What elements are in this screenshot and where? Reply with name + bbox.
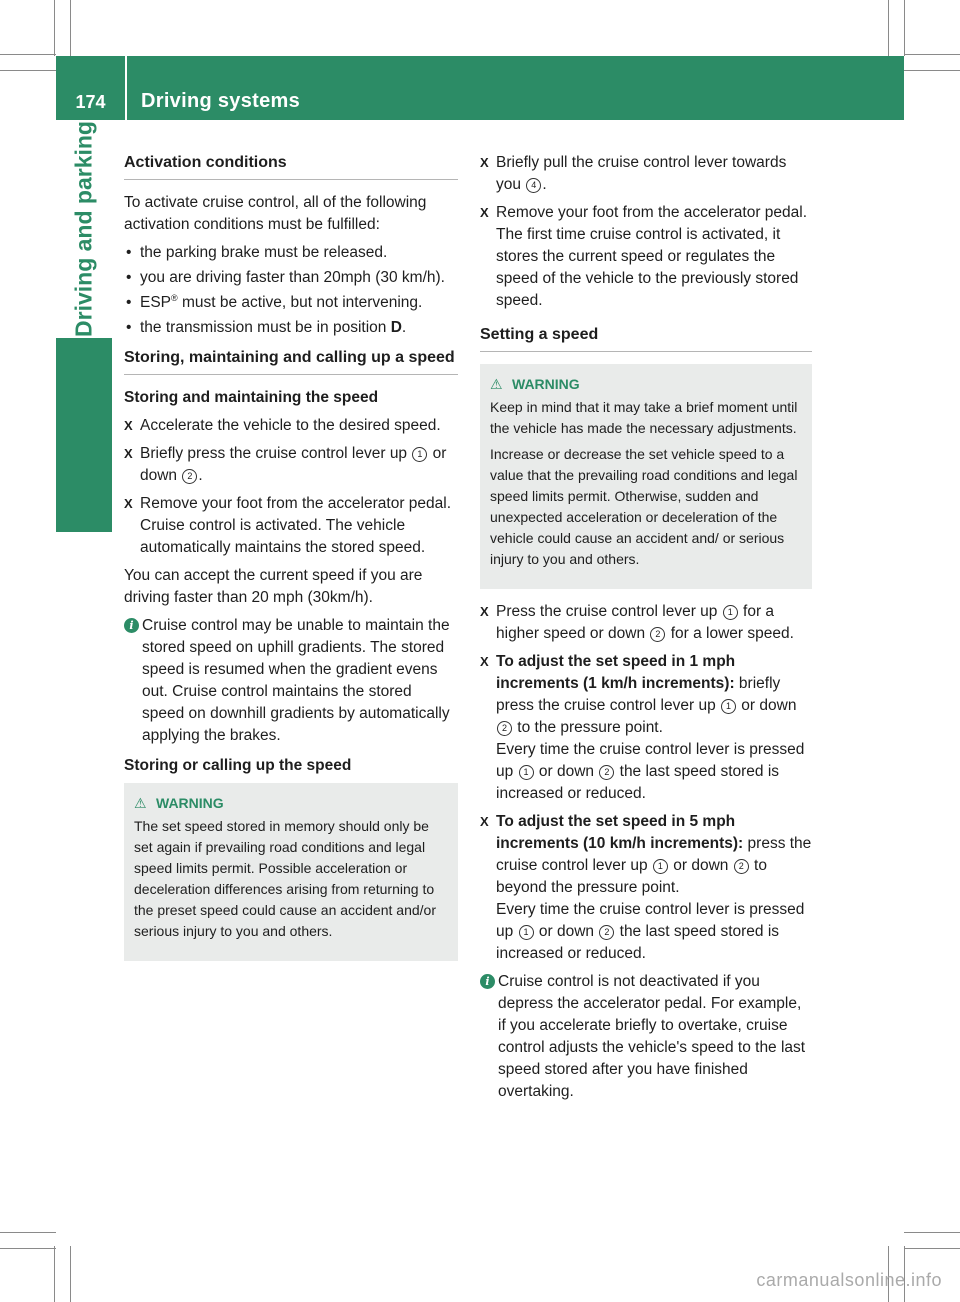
instruction-step (480, 811, 812, 965)
esp-label: ESP (140, 294, 172, 311)
step-text: or down (140, 445, 447, 484)
step-text: . (542, 176, 547, 193)
crop-mark (904, 1232, 960, 1233)
storing-subheading: Storing and maintaining the speed (124, 389, 379, 406)
calling-subheading: Storing or calling up the speed (124, 757, 352, 774)
left-column (124, 152, 458, 973)
step-bold: To adjust the set speed in 5 mph increments (10 km/h increments): (496, 813, 744, 852)
page-number: 174 (75, 92, 106, 112)
crop-mark (0, 70, 56, 71)
right-column (480, 152, 812, 1111)
step-text: for a lower speed. (666, 625, 794, 642)
section-title: Driving systems (141, 90, 301, 112)
warning-triangle-icon: ⚠ (490, 376, 503, 392)
crop-mark (54, 1246, 55, 1302)
marker-2-icon: 2 (497, 721, 512, 736)
step-bold: To adjust the set speed in 1 mph increments (1 km/h increments): (496, 653, 736, 692)
condition-item: • the parking brake must be released. (124, 242, 458, 264)
crop-mark (70, 1246, 71, 1302)
step-result: Cruise control is activated. The vehicle automatically maintains the stored speed. (140, 517, 426, 556)
step-arrow-icon: X (480, 155, 489, 170)
step-text: Briefly pull the cruise control lever towards you (496, 154, 787, 193)
instruction-step (480, 202, 812, 312)
instruction-step (124, 415, 458, 437)
registered-mark: ® (171, 292, 178, 303)
position-dot: . (401, 319, 407, 336)
crop-mark (904, 70, 960, 71)
step-text: for a higher speed or down (496, 603, 775, 642)
marker-1-icon: 1 (653, 859, 668, 874)
condition-item (124, 292, 458, 314)
marker-1-icon: 1 (519, 925, 534, 940)
instruction-step (124, 493, 458, 559)
step-result: the last speed stored is increased or reduced. (496, 763, 780, 802)
condition-item (124, 317, 458, 339)
marker-1-icon: 1 (721, 699, 736, 714)
position-text: the transmission must be in position (140, 319, 391, 336)
step-text: Remove your foot from the accelerator pedal. (140, 495, 452, 512)
step-result: Every time the cruise control lever is pressed up (496, 741, 805, 780)
info-icon: i (124, 618, 139, 633)
position-d: D (390, 319, 402, 336)
warning-text: The set speed stored in memory should only be set again if prevailing road conditions and legal speed limits permit. Possible acceleration or deceleration differences arising from returning to the preset speed could cause an accident and/or serious injury to you and others. (134, 818, 436, 939)
crop-mark (0, 1248, 56, 1249)
step-text: or down (668, 857, 733, 874)
step-arrow-icon: X (480, 604, 489, 619)
step-result: Every time the cruise control lever is pressed up (496, 901, 805, 940)
marker-2-icon: 2 (734, 859, 749, 874)
side-tab-label: Driving and parking (70, 121, 97, 337)
step-text: Press the cruise control lever up (496, 603, 722, 620)
step-text: briefly press the cruise control lever up (496, 675, 781, 714)
crop-mark (0, 1232, 56, 1233)
watermark: carmanualsonline.info (756, 1270, 942, 1290)
marker-1-icon: 1 (412, 447, 427, 462)
step-result: the last speed stored is increased or reduced. (496, 923, 780, 962)
condition-item: • you are driving faster than 20mph (30 km/h). (124, 267, 458, 289)
step-arrow-icon: X (124, 418, 133, 433)
marker-1-icon: 1 (519, 765, 534, 780)
crop-mark (888, 0, 889, 56)
step-result: or down (534, 923, 599, 940)
setting-heading: Setting a speed (480, 324, 812, 352)
step-text: Briefly press the cruise control lever up (140, 445, 412, 462)
step-text: . (198, 467, 203, 484)
step-arrow-icon: X (480, 654, 489, 669)
marker-2-icon: 2 (599, 765, 614, 780)
warning-text: Keep in mind that it may take a brief moment until the vehicle has made the necessary adjustments. (490, 399, 798, 436)
info-text: Cruise control is not deactivated if you depress the accelerator pedal. For example, if you accelerate briefly to overtake, cruise control adjusts the vehicle's speed to the last speed stored after you have finished overtaking. (498, 973, 806, 1100)
marker-4-icon: 4 (526, 178, 541, 193)
info-text: Cruise control may be unable to maintain the stored speed on uphill gradients. The stored speed is resumed when the gradient evens out. Cruise control maintains the stored speed on downhill gradients by automatically applying the brakes. (142, 617, 450, 744)
warning-title-row (490, 374, 802, 395)
step-text: or down (737, 697, 797, 714)
info-note (480, 971, 812, 1103)
step-text: Remove your foot from the accelerator pedal. (496, 204, 808, 221)
side-tab (56, 120, 112, 338)
accept-text: You can accept the current speed if you are driving faster than 20 mph (30km/h). (124, 567, 423, 606)
marker-2-icon: 2 (182, 469, 197, 484)
warning-text: Increase or decrease the set vehicle speed to a value that the prevailing road conditions and legal speed limits permit. Otherwise, sudden and unexpected acceleration or deceleration of the vehicle could cause an accident and/ or serious injury to you and others. (490, 446, 798, 567)
esp-rest: must be active, but not intervening. (177, 294, 423, 311)
crop-mark (0, 54, 56, 55)
marker-2-icon: 2 (650, 627, 665, 642)
info-icon: i (480, 974, 495, 989)
step-text: press the cruise control lever up (496, 835, 812, 874)
crop-mark (904, 0, 905, 56)
marker-1-icon: 1 (723, 605, 738, 620)
step-arrow-icon: X (124, 496, 133, 511)
warning-title: WARNING (512, 376, 580, 392)
instruction-step (124, 443, 458, 487)
warning-box (124, 783, 458, 961)
instruction-step (480, 651, 812, 805)
step-text: Accelerate the vehicle to the desired speed. (140, 417, 441, 434)
step-text: to the pressure point. (513, 719, 663, 736)
info-note (124, 615, 458, 747)
warning-triangle-icon: ⚠ (134, 795, 147, 811)
instruction-step (480, 601, 812, 645)
instruction-step (480, 152, 812, 196)
storing-heading: Storing, maintaining and calling up a speed (124, 347, 458, 375)
warning-title-row (134, 793, 448, 814)
crop-mark (904, 54, 960, 55)
header-separator (125, 56, 127, 120)
step-arrow-icon: X (480, 814, 489, 829)
step-result: or down (534, 763, 599, 780)
marker-2-icon: 2 (599, 925, 614, 940)
activation-intro: To activate cruise control, all of the following activation conditions must be fulfilled: (124, 194, 427, 233)
crop-mark (70, 0, 71, 56)
step-arrow-icon: X (480, 205, 489, 220)
side-color-block (56, 338, 112, 532)
activation-heading: Activation conditions (124, 152, 458, 180)
step-text: to beyond the pressure point. (496, 857, 767, 896)
step-result: The first time cruise control is activated, it stores the current speed or regulates the speed of the vehicle to the previously stored speed. (496, 226, 799, 309)
crop-mark (904, 1248, 960, 1249)
warning-title: WARNING (156, 795, 224, 811)
step-arrow-icon: X (124, 446, 133, 461)
warning-box (480, 364, 812, 589)
crop-mark (54, 0, 55, 56)
